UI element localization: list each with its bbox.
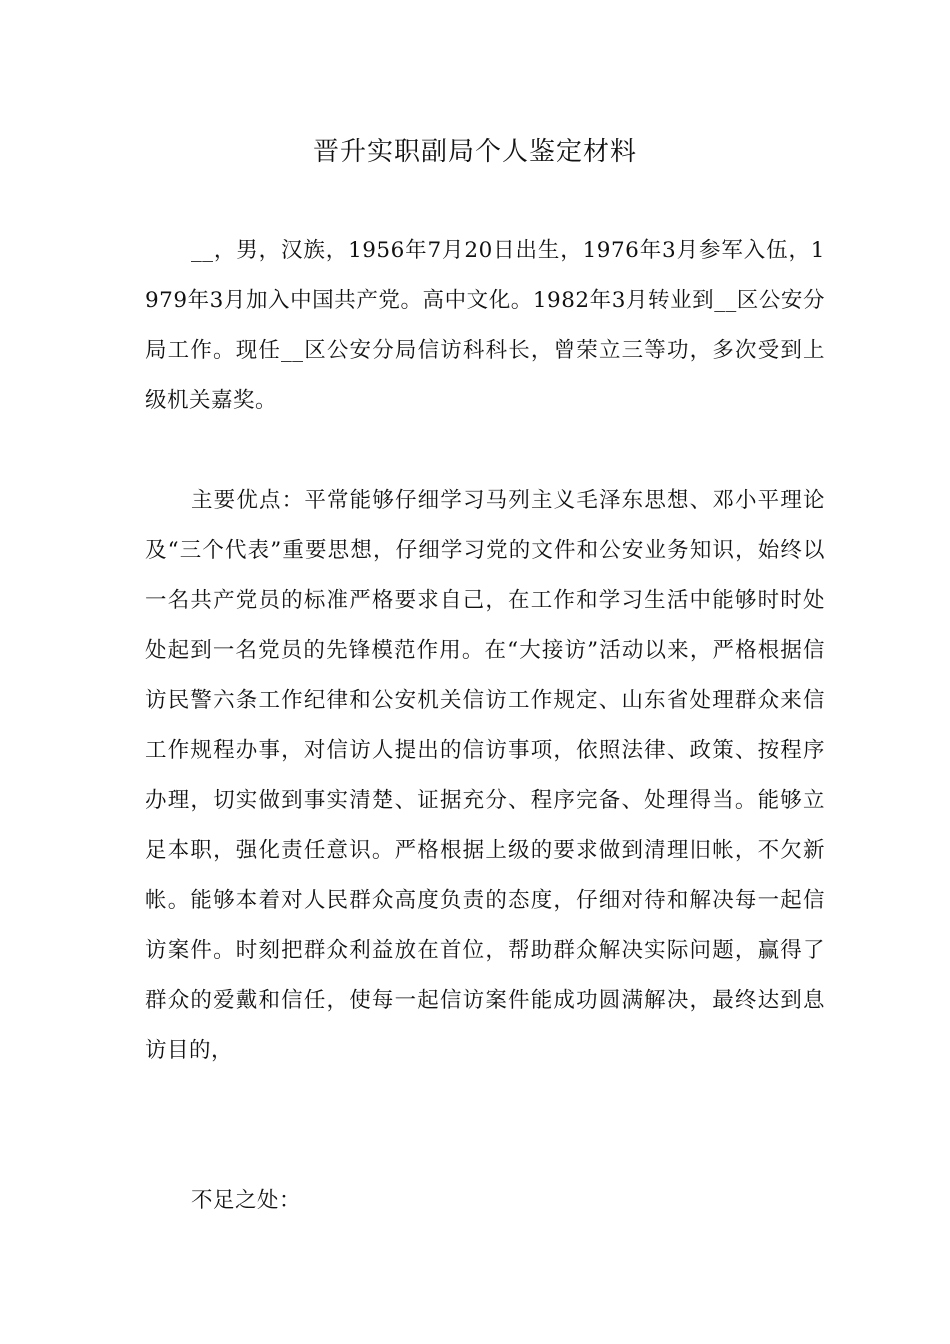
document-title: 晋升实职副局个人鉴定材料 <box>312 137 637 167</box>
paragraph-personal-info: __，男，汉族，1956年7月20日出生，1976年3月参军入伍，1979年3月加入中国共产党。高中文化。1982年3月转业到__区公安分局工作。现任__区公安分局信访科科长，曾荣立三等功，多次受到上级机关嘉奖。 <box>145 238 825 413</box>
paragraph-strengths: 主要优点：平常能够仔细学习马列主义毛泽东思想、邓小平理论及“三个代表”重要思想，仔细学习党的文件和公安业务知识，始终以一名共产党员的标准严格要求自己，在工作和学习生活中能够时时处处起到一名党员的先锋模范作用。在“大接访”活动以来，严格根据信访民警六条工作纪律和公安机关信访工作规定、山东省处理群众来信工作规程办事，对信访人提出的信访事项，依照法律、政策、按程序办理，切实做到事实清楚、证据充分、程序完备、处理得当。能够立足本职，强化责任意识。严格根据上级的要求做到清理旧帐，不欠新帐。能够本着对人民群众高度负责的态度，仔细对待和解决每一起信访案件。时刻把群众利益放在首位，帮助群众解决实际问题，赢得了群众的爱戴和信任，使每一起信访案件能成功圆满解决，最终达到息访目的， <box>145 488 825 1063</box>
paragraph-weaknesses: 不足之处： <box>191 1188 302 1213</box>
